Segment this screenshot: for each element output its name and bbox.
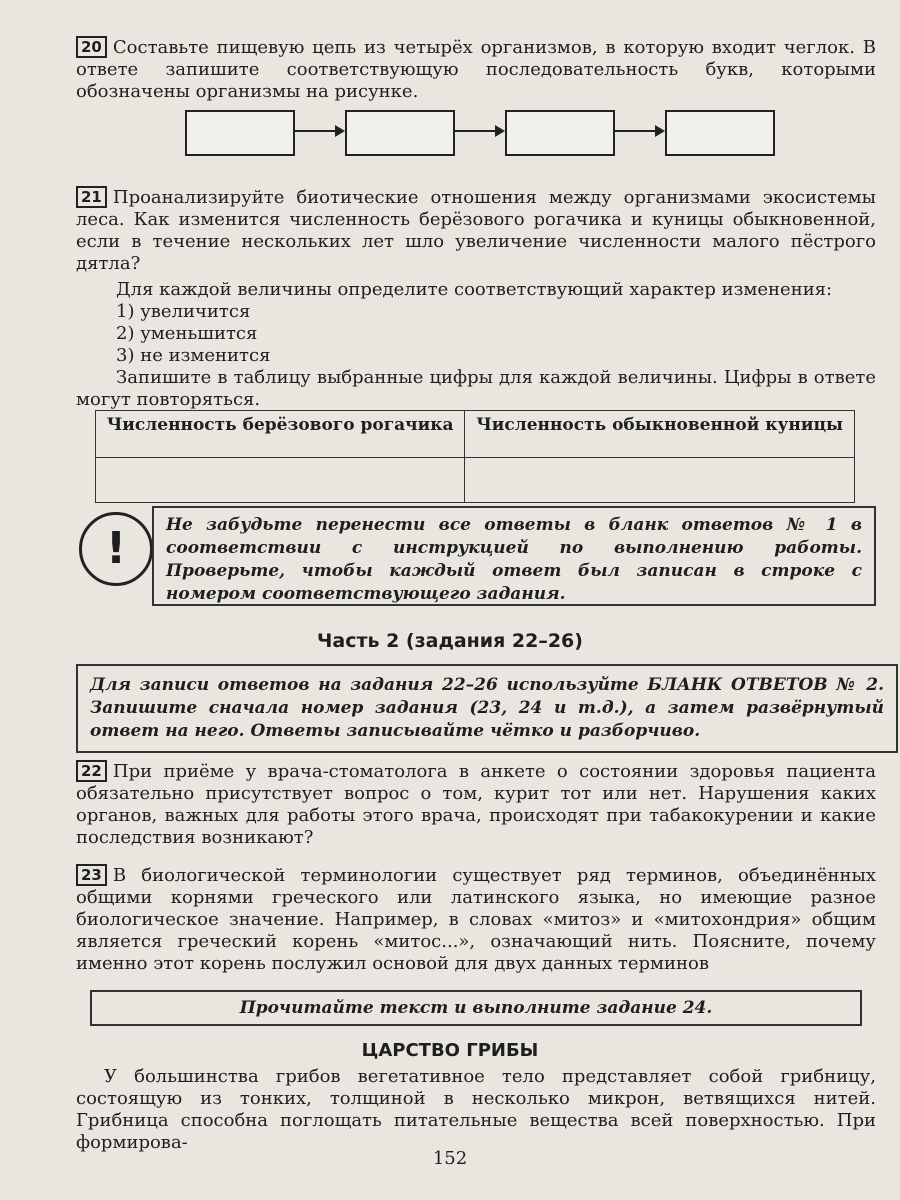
task-23 xyxy=(76,864,876,975)
option-2: 2) уменьшится xyxy=(116,323,258,344)
chain-box-3[interactable] xyxy=(505,110,615,156)
task-21 xyxy=(76,186,876,411)
answer-cell-1[interactable] xyxy=(96,458,465,503)
answer-cell-2[interactable] xyxy=(465,458,855,503)
answer-table xyxy=(95,410,855,503)
page-number: 152 xyxy=(432,1148,468,1169)
task-number: 20 xyxy=(76,36,107,58)
task-20-text: 20 Составьте пищевую цепь из четырёх организмов, в которую входит чеглок. В ответе запишите соответствующую последовательность букв, которыми обозначены организмы на рисунке. xyxy=(76,37,876,102)
part-2-instruction: Для записи ответов на задания 22–26 используйте БЛАНК ОТВЕТОВ № 2. Запишите сначала номер задания (23, 24 и т.д.), а затем развёрнутый ответ на него. Ответы записывайте чётко и разборчиво. xyxy=(90,675,884,741)
article-text: У большинства грибов вегетативное тело представляет собой грибницу, состоящую из тонких, толщиной в несколько микрон, ветвящихся нитей. Грибница способна поглощать питательные вещества всей поверхностью. При формирова- xyxy=(76,1066,876,1153)
table-header-2: Численность обыкновенной куницы xyxy=(465,411,855,458)
task-22 xyxy=(76,760,876,849)
task-number: 23 xyxy=(76,864,107,886)
read-task-text: Прочитайте текст и выполните задание 24. xyxy=(239,998,713,1018)
chain-box-1[interactable] xyxy=(185,110,295,156)
task-number: 21 xyxy=(76,186,107,208)
food-chain-blanks xyxy=(185,110,775,154)
article-title: ЦАРСТВО ГРИБЫ xyxy=(361,1040,539,1061)
exclamation-icon: ! xyxy=(79,512,153,586)
option-1: 1) увеличится xyxy=(116,301,251,322)
task-23-text: 23 В биологической терминологии существует ряд терминов, объединённых общими корнями греческого или латинского языка, но имеющие разное биологическое значение. Например, в словах «митоз» и «митохондрия» общим является греческий корень «митос...», означающий нить. Поясните, почему именно этот корень послужил основой для двух данных терминов xyxy=(76,865,876,974)
notice-text: Не забудьте перенести все ответы в бланк ответов № 1 в соответствии с инструкцией по выполнению работы. Проверьте, чтобы каждый ответ был записан в строке с номером соответствующего задания. xyxy=(166,515,862,604)
task-21-text: 21 Проанализируйте биотические отношения между организмами экосистемы леса. Как изменится численность берёзового рогачика и куницы обыкновенной, если в течение нескольких лет шло увеличение численности малого пёстрого дятла? xyxy=(76,187,876,274)
option-3: 3) не изменится xyxy=(116,345,271,366)
arrow-icon xyxy=(293,130,343,132)
task-number: 22 xyxy=(76,760,107,782)
arrow-icon xyxy=(453,130,503,132)
task-20 xyxy=(76,36,876,103)
part-2-title: Часть 2 (задания 22–26) xyxy=(317,630,583,652)
task-22-text: 22 При приёме у врача-стоматолога в анкете о состоянии здоровья пациента обязательно присутствует вопрос о том, курит тот или нет. Нарушения каких органов, важных для работы этого врача, происходят при табакокурении и какие последствия возникают? xyxy=(76,761,876,848)
article xyxy=(76,1066,876,1154)
notice-box xyxy=(152,506,876,606)
task-21-note: Запишите в таблицу выбранные цифры для каждой величины. Цифры в ответе могут повторяться. xyxy=(76,367,876,410)
part-2-instruction-box xyxy=(76,664,898,753)
chain-box-2[interactable] xyxy=(345,110,455,156)
table-header-1: Численность берёзового рогачика xyxy=(96,411,465,458)
chain-box-4[interactable] xyxy=(665,110,775,156)
task-21-instruction: Для каждой величины определите соответствующий характер изменения: xyxy=(116,279,833,300)
read-task-box xyxy=(90,990,862,1026)
arrow-icon xyxy=(613,130,663,132)
